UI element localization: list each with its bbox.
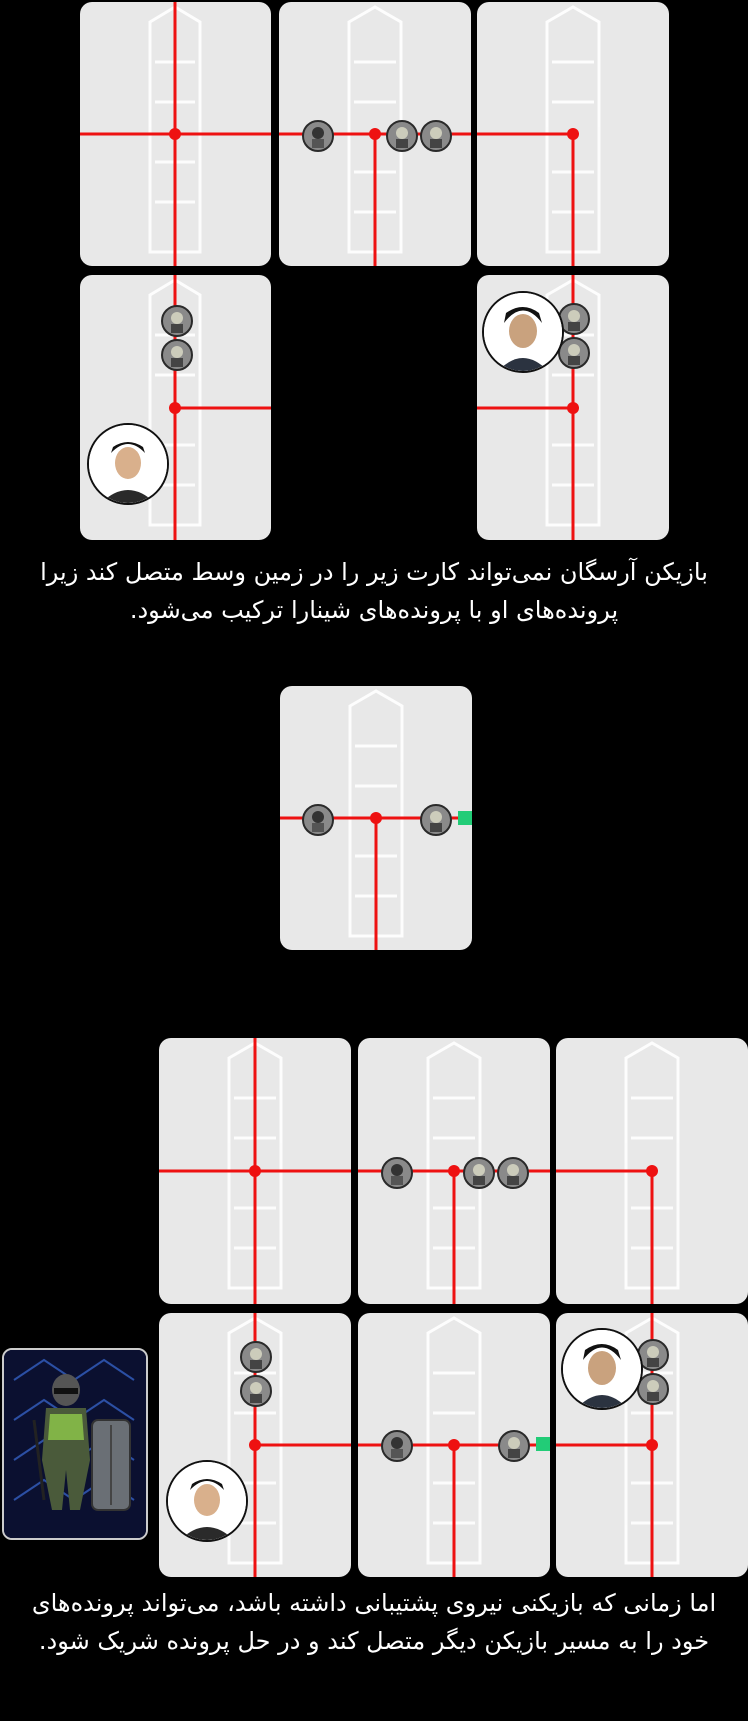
case-file-token-icon (386, 120, 418, 152)
support-soldier-card-icon[interactable] (2, 1348, 148, 1540)
card-paths (159, 1038, 351, 1304)
female-detective-portrait-icon (561, 1328, 643, 1410)
card-paths (477, 2, 669, 266)
female-detective-portrait-icon (482, 291, 564, 373)
card-paths (80, 2, 271, 266)
case-file-token-icon (381, 1430, 413, 1462)
case-file-token-icon (497, 1157, 529, 1189)
case-file-token-icon (420, 120, 452, 152)
card-paths (556, 1038, 748, 1304)
male-detective-portrait-icon (166, 1460, 248, 1542)
case-file-token-icon (498, 1430, 530, 1462)
case-file-token-icon (161, 305, 193, 337)
case-file-token-icon (302, 804, 334, 836)
male-detective-portrait-icon (87, 423, 169, 505)
case-file-token-icon (381, 1157, 413, 1189)
caption-top: بازیکن آرسگان نمی‌تواند کارت زیر را در زمین وسط متصل کند زیرا پرونده‌های او با پرونده‌های شینارا ترکیب می‌شود. (40, 558, 708, 624)
board-card-bottom-r1c1[interactable] (159, 1038, 351, 1304)
board-card-top-r1c3[interactable] (477, 2, 669, 266)
case-file-token-icon (420, 804, 452, 836)
connection-gate-icon (458, 811, 472, 825)
board-card-bottom-r1c3[interactable] (556, 1038, 748, 1304)
case-file-token-icon (302, 120, 334, 152)
caption-bottom: اما زمانی که بازیکنی نیروی پشتیبانی داشته باشد، می‌تواند پرونده‌های خود را به مسیر بازیکن دیگر متصل کند و در حل پرونده شریک شود. (31, 1589, 717, 1655)
case-file-token-icon (240, 1341, 272, 1373)
case-file-token-icon (463, 1157, 495, 1189)
case-file-token-icon (161, 339, 193, 371)
connection-gate-icon (536, 1437, 550, 1451)
case-file-token-icon (240, 1375, 272, 1407)
board-card-top-r1c1[interactable] (80, 2, 271, 266)
